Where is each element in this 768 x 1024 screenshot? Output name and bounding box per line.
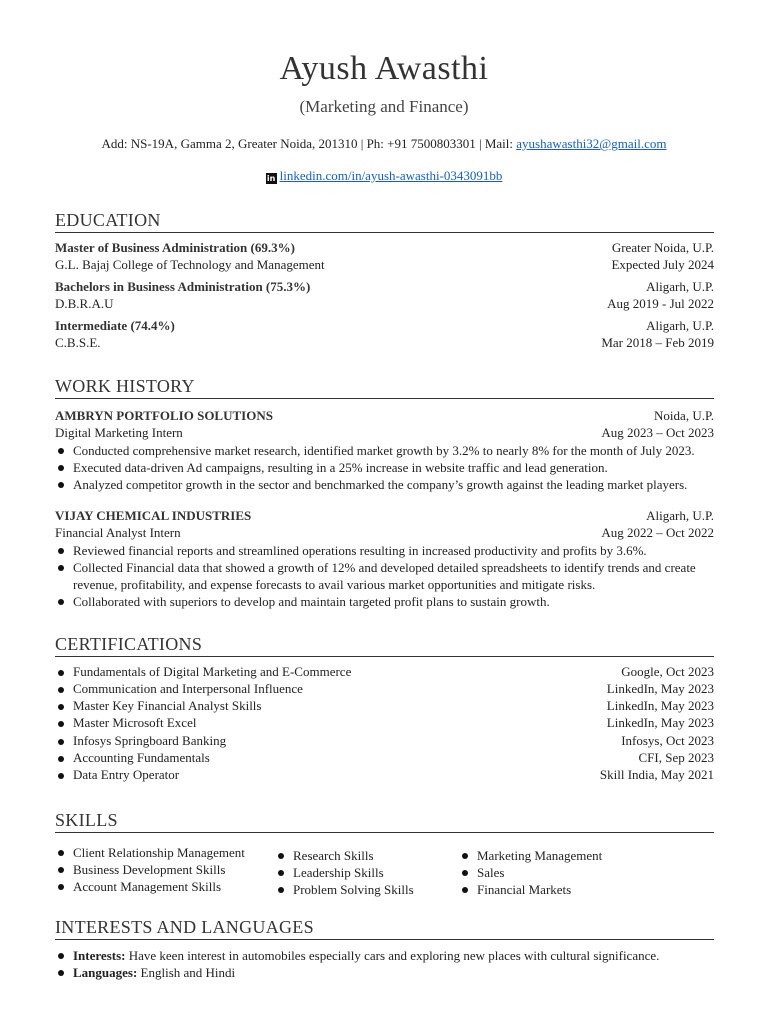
skill-item [462,847,602,864]
bullet-icon [58,670,64,676]
company-name: VIJAY CHEMICAL INDUSTRIES [55,508,252,523]
skill-item [462,864,504,881]
bullet-icon [58,599,64,605]
job-bullet [58,593,714,610]
certification-issuer: CFI, Sep 2023 [638,750,714,765]
bullet-icon [58,970,64,976]
job-bullet-text: Reviewed financial reports and streamlined operations resulting in increased productivity and profits by 3.6%. [73,543,647,558]
certification-issuer: Google, Oct 2023 [621,664,714,679]
skill-text: Research Skills [293,848,374,863]
skill-text: Problem Solving Skills [293,882,414,897]
bullet-icon [462,887,468,893]
skill-text: Leadership Skills [293,865,384,880]
certification-issuer: LinkedIn, May 2023 [606,715,714,730]
job-bullet-text: Conducted comprehensive market research, identified market growth by 3.2% to nearly 8% for the month of July 2023. [73,443,695,458]
work-history-heading: WORK HISTORY [55,376,714,399]
skills-heading: SKILLS [55,810,714,833]
certification-name: Communication and Interpersonal Influence [73,681,303,696]
job-role-row [55,425,714,442]
bullet-icon [58,756,64,762]
degree: Intermediate (74.4%) [55,318,175,333]
job-header [55,508,714,525]
bullet-icon [278,853,284,859]
job-role: Financial Analyst Intern [55,525,181,540]
bullet-icon [462,853,468,859]
certification-item [58,664,714,681]
interests-text: Have keen interest in automobiles especially cars and exploring new places with cultural significance. [125,948,660,963]
education-heading: EDUCATION [55,210,714,233]
certification-issuer: Skill India, May 2021 [599,767,714,782]
bullet-icon [58,548,64,554]
job-bullet [58,476,714,493]
education-row [55,296,714,313]
interests-heading: INTERESTS AND LANGUAGES [55,917,714,940]
linkedin-line [0,168,768,184]
interests-item [58,947,714,964]
job-bullet [58,459,714,476]
certification-name: Fundamentals of Digital Marketing and E-Commerce [73,664,352,679]
education-row [55,257,714,274]
education-location: Aligarh, U.P. [646,318,714,333]
skill-text: Financial Markets [477,882,572,897]
education-date: Expected July 2024 [611,257,714,272]
education-date: Mar 2018 – Feb 2019 [601,335,714,350]
bullet-icon [58,773,64,779]
bullet-icon [58,953,64,959]
job-bullet [58,559,714,593]
job-bullet-text: Executed data-driven Ad campaigns, resulting in a 25% increase in website traffic and lead generation. [73,460,608,475]
candidate-name: Ayush Awasthi [279,50,489,87]
skill-text: Marketing Management [477,848,603,863]
linkedin-icon: in [266,174,276,183]
candidate-subtitle: (Marketing and Finance) [299,97,469,116]
skill-text: Client Relationship Management [73,845,245,860]
bullet-icon [58,448,64,454]
certification-name: Data Entry Operator [73,767,180,782]
contact-line [0,136,768,152]
certification-name: Master Key Financial Analyst Skills [73,698,262,713]
bullet-icon [58,739,64,745]
bullet-icon [58,884,64,890]
school: C.B.S.E. [55,335,101,350]
job-bullet [58,542,714,559]
certification-item [58,750,714,767]
interests-label: Interests: [73,948,126,963]
certification-issuer: Infosys, Oct 2023 [621,733,714,748]
bullet-icon [58,482,64,488]
degree: Master of Business Administration (69.3%) [55,240,295,255]
bullet-icon [58,687,64,693]
job-location: Aligarh, U.P. [646,508,714,523]
job-date: Aug 2022 – Oct 2022 [601,525,714,540]
bullet-icon [58,704,64,710]
job-bullet [58,442,714,459]
education-row [55,240,714,257]
bullet-icon [58,565,64,571]
certification-item [58,767,714,784]
school: D.B.R.A.U [55,296,114,311]
education-date: Aug 2019 - Jul 2022 [607,296,714,311]
education-row [55,279,714,296]
skill-item [58,844,245,861]
certification-name: Accounting Fundamentals [73,750,210,765]
certification-item [58,733,714,750]
education-row [55,335,714,352]
job-role: Digital Marketing Intern [55,425,183,440]
skill-text: Sales [477,865,505,880]
languages-item [58,964,714,981]
degree: Bachelors in Business Administration (75.3%) [55,279,311,294]
bullet-icon [462,870,468,876]
languages-text: English and Hindi [137,965,236,980]
bullet-icon [278,887,284,893]
skill-text: Business Development Skills [73,862,226,877]
bullet-icon [278,870,284,876]
job-bullet-text: Collaborated with superiors to develop and maintain targeted profit plans to sustain growth. [73,594,550,609]
certification-name: Master Microsoft Excel [73,715,197,730]
languages-label: Languages: [73,965,138,980]
certification-issuer: LinkedIn, May 2023 [606,681,714,696]
education-location: Aligarh, U.P. [646,279,714,294]
skill-item [462,881,571,898]
skill-item [278,864,384,881]
skill-item [58,878,221,895]
job-header [55,408,714,425]
job-role-row [55,525,714,542]
job-bullet-text: Analyzed competitor growth in the sector and benchmarked the company’s growth against the leading market players. [73,477,688,492]
company-name: AMBRYN PORTFOLIO SOLUTIONS [55,408,273,423]
job-location: Noida, U.P. [654,408,714,423]
certification-name: Infosys Springboard Banking [73,733,227,748]
email-link[interactable]: ayushawasthi32@gmail.com [516,136,667,151]
education-row [55,318,714,335]
contact-details: Add: NS-19A, Gamma 2, Greater Noida, 201310 | Ph: +91 7500803301 | Mail: [101,136,517,151]
skill-item [278,881,414,898]
bullet-icon [58,721,64,727]
education-location: Greater Noida, U.P. [611,240,714,255]
skill-text: Account Management Skills [73,879,222,894]
bullet-icon [58,867,64,873]
certification-issuer: LinkedIn, May 2023 [606,698,714,713]
bullet-icon [58,465,64,471]
job-bullet-text: Collected Financial data that showed a growth of 12% and developed detailed spreadsheets to identify trends and create revenue, profitability, and expense forecasts to avail various market opportunities and mitigate risks. [73,560,696,592]
skill-item [278,847,374,864]
certification-item [58,681,714,698]
certification-item [58,715,714,732]
job-date: Aug 2023 – Oct 2023 [601,425,714,440]
certifications-heading: CERTIFICATIONS [55,634,714,657]
bullet-icon [58,850,64,856]
certification-item [58,698,714,715]
school: G.L. Bajaj College of Technology and Management [55,257,325,272]
skill-item [58,861,225,878]
linkedin-link[interactable]: linkedin.com/in/ayush-awasthi-0343091bb [279,168,503,183]
